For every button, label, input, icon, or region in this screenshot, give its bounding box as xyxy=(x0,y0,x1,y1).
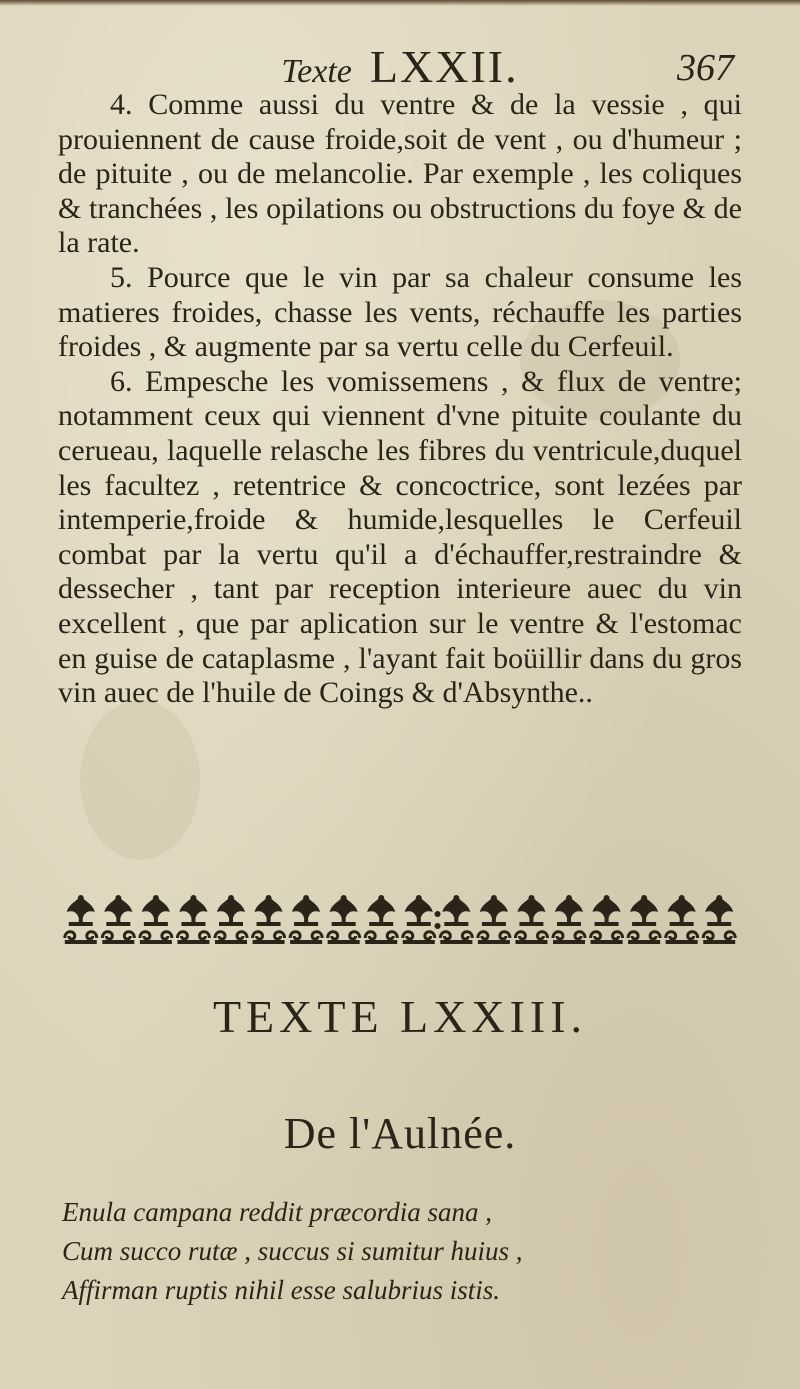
page-number: 367 xyxy=(677,47,734,89)
running-title-number: LXXII. xyxy=(369,41,519,92)
fleuron-icon xyxy=(177,895,209,944)
fleuron-icon xyxy=(553,895,585,944)
fleuron-icon xyxy=(703,895,735,944)
paragraph-5: 5. Pource que le vin par sa chaleur consume les matieres froides, chasse les vents, réchauffe les parties froides , & augmente par sa vertu celle du Cerfeuil. xyxy=(58,260,742,364)
ornament-separator xyxy=(435,911,441,929)
fleuron-icon xyxy=(253,895,285,944)
latin-verse xyxy=(62,1193,762,1310)
fleuron-icon xyxy=(215,895,247,944)
fleuron-icon xyxy=(140,895,172,944)
main-text xyxy=(58,88,742,711)
fleuron-icon xyxy=(290,895,322,944)
paragraph-6: 6. Empesche les vomissemens , & flux de ventre; notamment ceux qui viennent d'vne pituite coulante du cerueau, laquelle relasche les fibres du ventricule,duquel les facultez , retentrice & concoctrice, sont lezées par intemperie,froide & humide,lesquelles le Cerfeuil combat par la vertu qu'il a d'échauffer,restraindre & dessecher , tant par reception interieure auec du vin excellent , que par aplication sur le ventre & l'estomac en guise de cataplasme , l'ayant fait boüillir dans du gros vin auec de l'huile de Coings & d'Absynthe.. xyxy=(58,364,742,710)
fleuron-icon xyxy=(666,895,698,944)
section-title: TEXTE LXXIII. xyxy=(212,991,588,1042)
fleuron-icon xyxy=(515,895,547,944)
fleuron-icon xyxy=(403,895,435,944)
fleuron-ornament-band xyxy=(62,892,738,948)
running-title-italic: Texte xyxy=(281,53,352,90)
paragraph-4: 4. Comme aussi du ventre & de la vessie , qui prouiennent de cause froide,soit de vent , ou d'humeur ; de pituite , ou de melancolie. Par exemple , les coliques & tranchées , les opilations ou obstructions du foye & de la rate. xyxy=(58,88,742,260)
fleuron-icon xyxy=(65,895,97,944)
verse-line: Affirman ruptis nihil esse salubrius istis. xyxy=(62,1275,501,1305)
fleuron-icon xyxy=(328,895,360,944)
section-subtitle: De l'Aulnée. xyxy=(283,1109,517,1158)
fleuron-icon xyxy=(478,895,510,944)
page-edge-shadow xyxy=(0,0,800,6)
fleuron-icon xyxy=(628,895,660,944)
paper-stain xyxy=(80,700,200,860)
verse-line: Enula campana reddit præcordia sana , xyxy=(62,1197,492,1227)
verse-line: Cum succo rutæ , succus si sumitur huius , xyxy=(62,1236,523,1266)
fleuron-icon xyxy=(591,895,623,944)
running-header xyxy=(0,34,800,94)
fleuron-icon xyxy=(102,895,134,944)
fleuron-icon xyxy=(365,895,397,944)
fleuron-icon xyxy=(440,895,472,944)
